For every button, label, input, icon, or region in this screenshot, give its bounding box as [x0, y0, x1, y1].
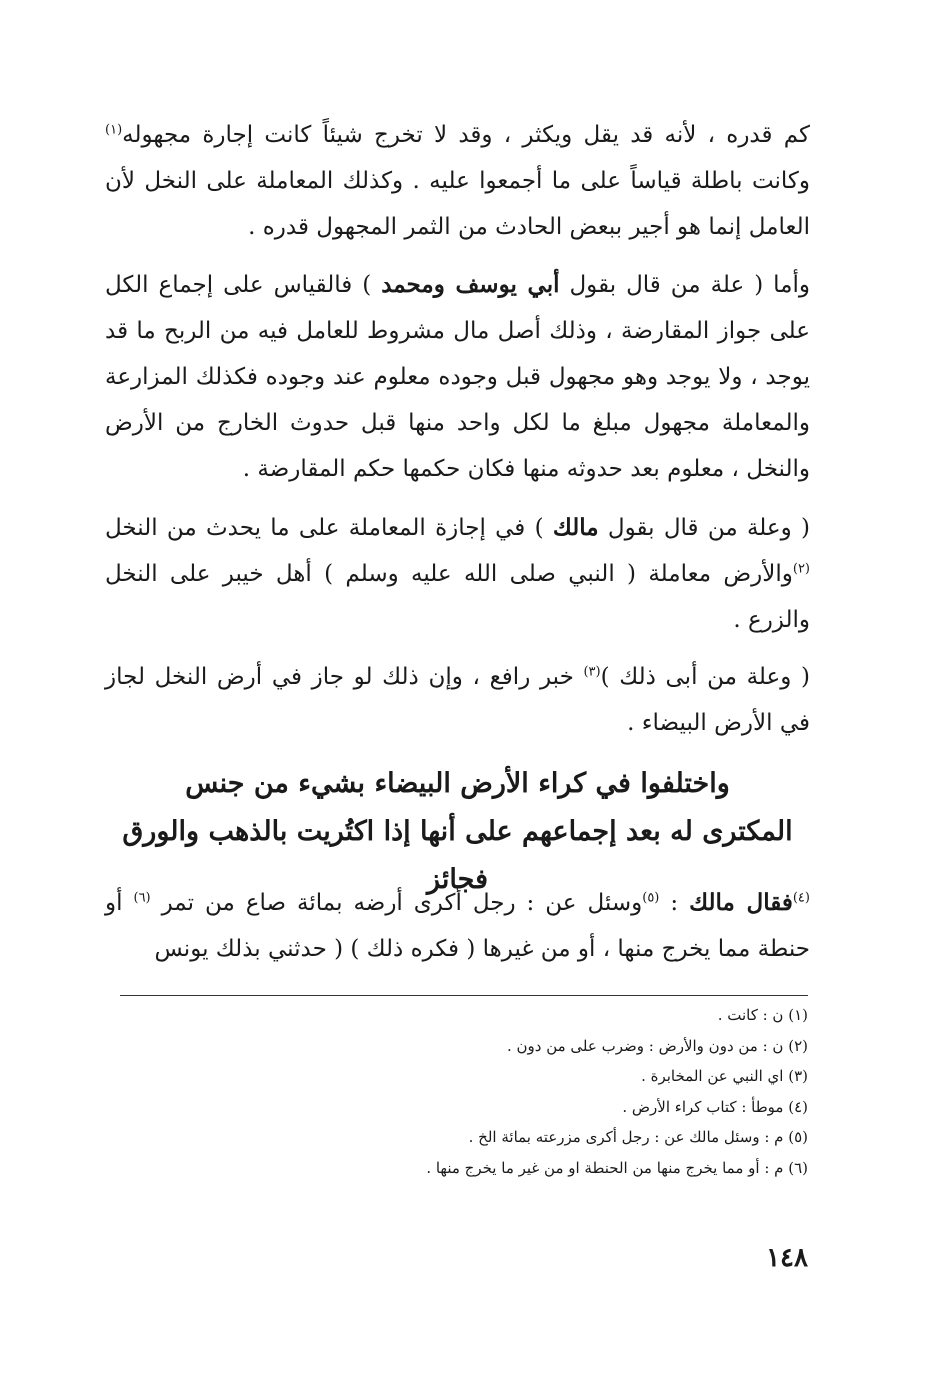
footnotes [120, 1000, 808, 1183]
paragraph-6-text-2: أو حنطة مما يخرج منها ، أو من غيرها ( فكره ذلك ) ( حدثني بذلك يونس [105, 890, 810, 962]
scholar-name-malik: مالك [552, 514, 599, 541]
paragraph-1 [105, 112, 810, 250]
footnote-divider [120, 995, 808, 996]
paragraph-3-mid: ) في إجازة المعاملة على ما يحدث من النخل [105, 515, 553, 541]
scholar-names: أبي يوسف ومحمد [381, 271, 560, 298]
footnote-3: (٣) اي النبي عن المخابرة . [641, 1067, 808, 1085]
footnote-4: (٤) موطأ : كتاب كراء الأرض . [622, 1097, 808, 1116]
footnote-1: (١) ن : كانت . [717, 1006, 808, 1024]
footnote-ref-6: (٦) [133, 890, 151, 906]
paragraph-1-rest: وكانت باطلة قياساً على ما أجمعوا عليه . وكذلك المعاملة على النخل لأن العامل إنما هو أجير ببعض الحادث من الثمر المجهول قدره . [105, 168, 810, 240]
paragraph-6 [105, 880, 810, 972]
paragraph-2 [105, 262, 810, 492]
paragraph-6-text-1: وسئل عن : رجل أكرى أرضه بمائة صاع من تمر [161, 890, 643, 916]
footnote-ref-5: (٥) [642, 890, 660, 906]
paragraph-3-before: ( وعلة من قال بقول [598, 515, 811, 541]
paragraph-3 [105, 505, 810, 643]
footnote-2: (٢) ن : من دون والأرض : وضرب على من دون . [506, 1036, 808, 1055]
section-heading-line-2: المكترى له بعد إجماعهم على أنها إذا اكتُريت بالذهب والورق فجائز [122, 816, 793, 895]
footnote-ref-3: (٣) [583, 664, 601, 680]
paragraph-2-after: ) فالقياس على إجماع الكل على جواز المقارضة ، وذلك أصل مال مشروط للعامل فيه من الربح ما قد يوجد ، ولا يوجد وهو مجهول قبل وجوده معلوم عند وجوده فكذلك المزارعة والمعاملة مجهول مبلغ ما لكل واحد منها قبل حدوث الخارج من الأرض والنخل ، معلوم بعد حدوثه منها فكان حكمها حكم المقارضة . [105, 272, 810, 482]
page-number: ١٤٨ [766, 1243, 808, 1273]
scholar-name-malik-2: فقال مالك [689, 889, 793, 916]
paragraph-6-colon: : [659, 890, 690, 916]
paragraph-2-before: وأما ( علة من قال بقول [559, 272, 810, 298]
footnote-5: (٥) م : وسئل مالك عن : رجل أكرى مزرعته بمائة الخ . [468, 1128, 808, 1146]
section-heading-line-1: واختلفوا في كراء الأرض البيضاء بشيء من جنس [185, 768, 730, 799]
paragraph-1-text: كم قدره ، لأنه قد يقل ويكثر ، وقد لا تخرج شيئاً كانت إجارة مجهوله [122, 122, 810, 148]
footnote-ref-4: (٤) [792, 890, 810, 906]
paragraph-4-after: خبر رافع ، وإن ذلك لو جاز في أرض النخل لجاز في الأرض البيضاء . [105, 664, 810, 736]
paragraph-3-after: والأرض معاملة ( النبي صلى الله عليه وسلم ) أهل خيبر على النخل والزرع . [105, 561, 810, 633]
footnote-ref-1: (١) [105, 122, 123, 138]
paragraph-4 [105, 654, 810, 746]
paragraph-4-before: ( وعلة من أبى ذلك ) [600, 664, 810, 690]
footnote-ref-2: (٢) [792, 561, 810, 577]
footnote-6: (٦) م : أو مما يخرج منها من الحنطة او من غير ما يخرج منها . [426, 1158, 808, 1177]
